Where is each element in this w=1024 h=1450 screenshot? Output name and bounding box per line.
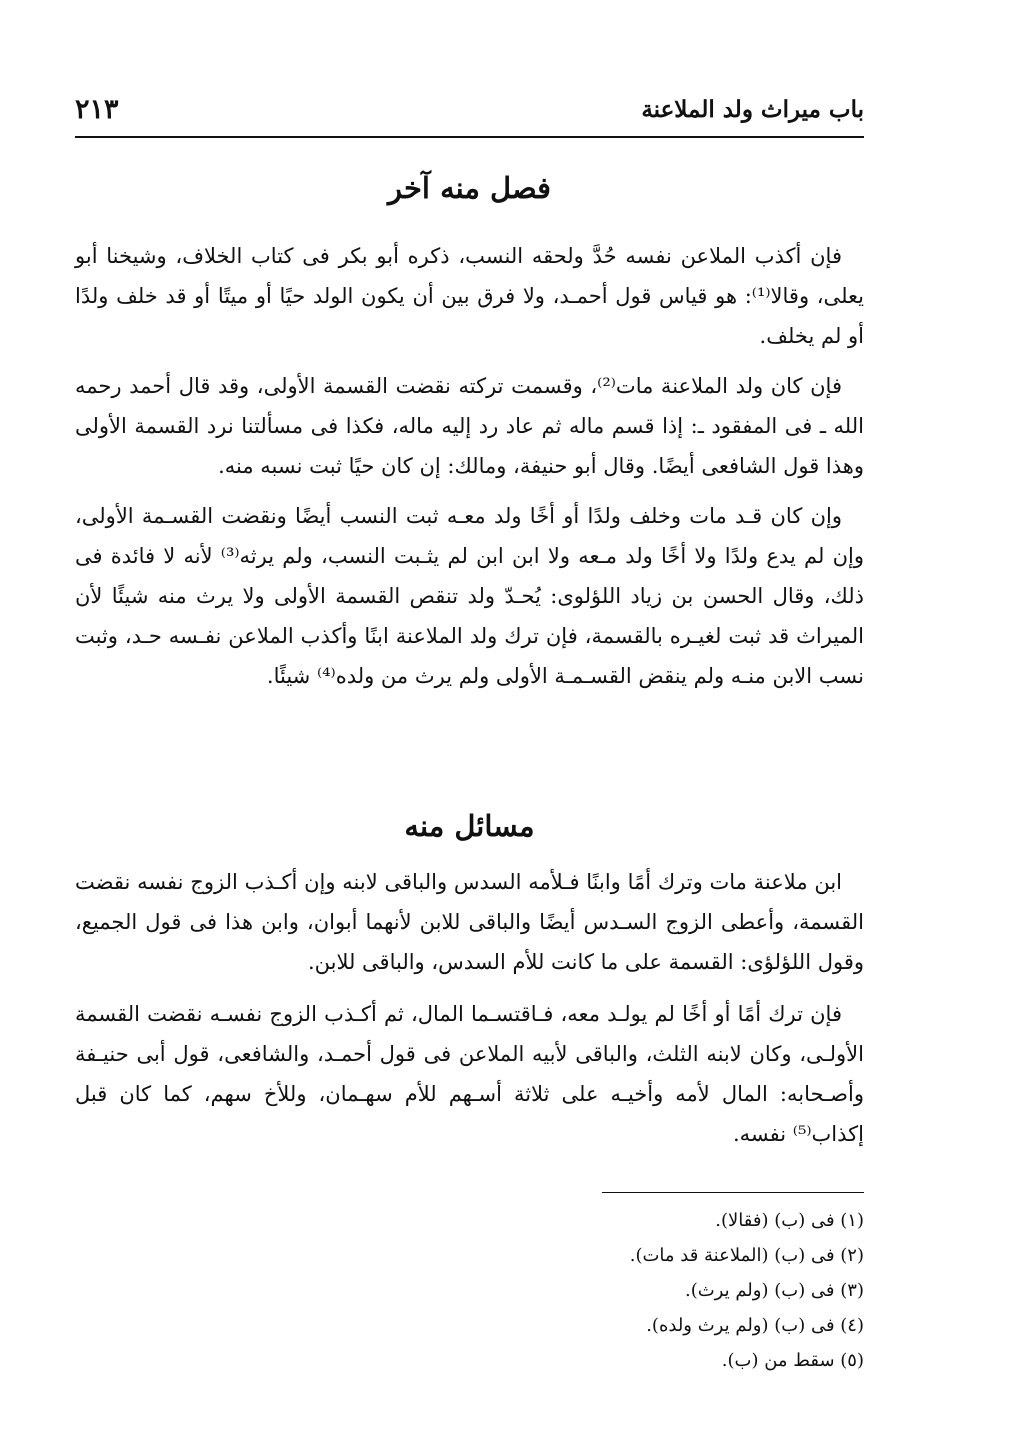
header-divider (75, 136, 864, 138)
footnote: (٢) فى (ب) (الملاعنة قد مات). (629, 1245, 864, 1266)
footnote: (٣) فى (ب) (ولم يرث). (684, 1280, 864, 1301)
paragraph: فإن أكذب الملاعن نفسه حُدَّ ولحقه النسب، ذكره أبو بكر فى كتاب الخلاف، وشيخنا أبو يعلى، وقالا⁽¹⁾: هو قياس قول أحمـد، ولا فرق بين أن يكون الولد حيًا أو ميتًا أو قد خلف ولدًا أو لم يخلف. (75, 244, 864, 348)
chapter-title: باب ميراث ولد الملاعنة (641, 96, 864, 123)
book-page (75, 0, 864, 1450)
section-heading: فصل منه آخر (388, 171, 551, 205)
section-body (75, 862, 864, 1166)
footnote: (١) فى (ب) (فقالا). (715, 1210, 864, 1231)
section-body (75, 236, 864, 706)
page-number: ٢١٣ (75, 94, 119, 125)
paragraph: فإن ترك أمًا أو أخًا لم يولـد معه، فـاقتسـما المال، ثم أكـذب الزوج نفسـه نقضت القسمة الأولـى، وكان لابنه الثلث، والباقى لأبيه الملاعن فى قول أحمـد، والشافعى، قول أبى حنيـفة وأصـحابه: المال لأمه وأخيـه على ثلاثة أسـهم للأم سهـمان، وللأخ سهم، كما كان قبل إكذاب⁽⁵⁾ نفسه. (75, 1002, 864, 1146)
running-header (75, 90, 864, 130)
paragraph: وإن كان قـد مات وخلف ولدًا أو أخًا ولد معـه ثبت النسب أيضًا ونقضت القسـمة الأولى، وإن لم يدع ولدًا ولا أخًا ولد مـعه ولا ابن ابن لم يثـبت النسب، ولم يرثه⁽³⁾ لأنه لا فائدة فى ذلك، وقال الحسن بن زياد اللؤلوى: يُحـدّ ولد تنقص القسمة الأولى ولا يرث منه شيئًا لأن الميراث قد ثبت لغيـره بالقسمة، فإن ترك ولد الملاعنة ابنًا وأكذب الملاعن نفـسه حـد، وثبت نسب الابن منـه ولم ينقض القسـمـة الأولى ولم يرث من ولده⁽⁴⁾ شيئًا. (75, 504, 865, 688)
footnote: (٤) فى (ب) (ولم يرث ولده). (646, 1315, 864, 1336)
footnote-divider (602, 1192, 864, 1193)
paragraph: فإن كان ولد الملاعنة مات⁽²⁾، وقسمت تركته نقضت القسمة الأولى، وقد قال أحمد رحمه الله ـ فى المفقود ـ: إذا قسم ماله ثم عاد رد إليه ماله، فكذا فى مسألتنا نرد القسمة الأولى وهذا قول الشافعى أيضًا. وقال أبو حنيفة، ومالك: إن كان حيًا ثبت نسبه منه. (75, 374, 864, 478)
section-heading: مسائل منه (404, 809, 535, 843)
footnotes-list (75, 1203, 864, 1378)
footnote: (٥) سقط من (ب). (721, 1350, 864, 1371)
paragraph: ابن ملاعنة مات وترك أمًا وابنًا فـلأمه السدس والباقى لابنه وإن أكـذب الزوج نفسه نقضت القسمة، وأعطى الزوج السـدس أيضًا والباقى للابن لأنهما أبوان، وابن هذا فى قول الجميع، وقول اللؤلؤى: القسمة على ما كانت للأم السدس، والباقى للابن. (75, 870, 864, 974)
